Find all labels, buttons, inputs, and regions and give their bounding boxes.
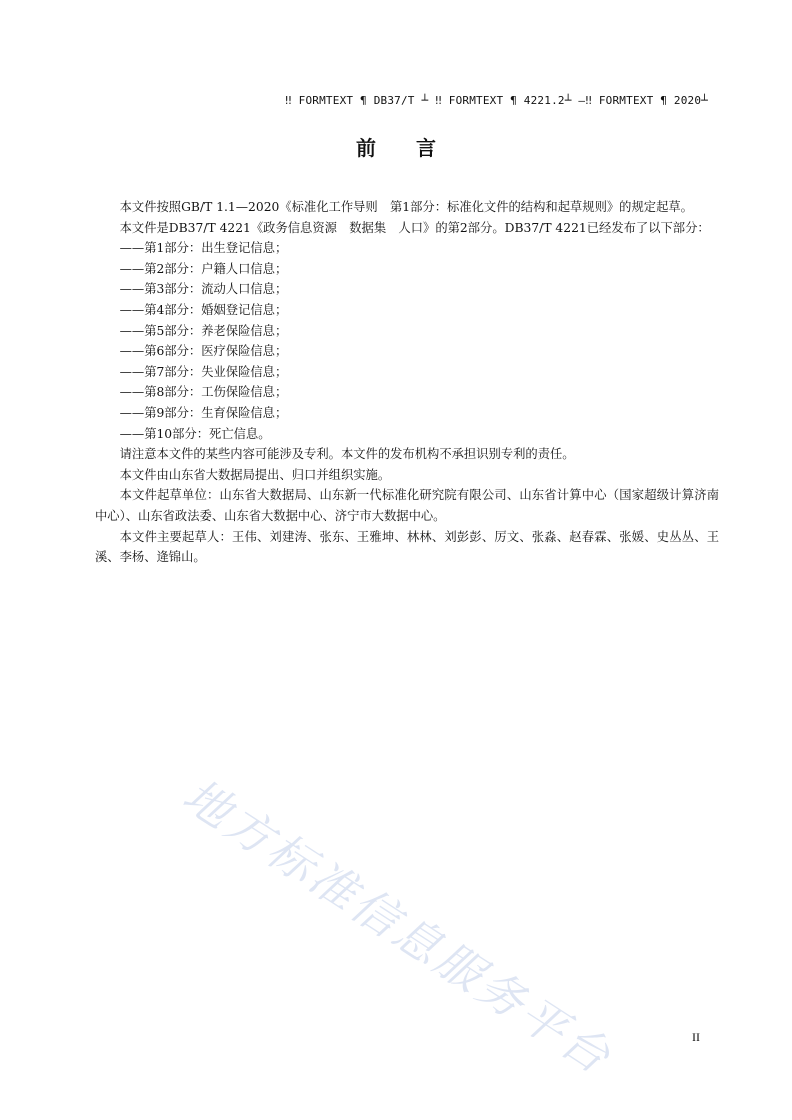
- paragraph-drafters: 本文件主要起草人：王伟、刘建涛、张东、王雅坤、林林、刘彭彭、厉文、张淼、赵春霖、张媛、史丛丛、王溪、李杨、逄锦山。: [95, 529, 719, 565]
- header-document-code: ‼ FORMTEXT ¶ DB37/T ┴ ‼ FORMTEXT ¶ 4221.2┴ —‼ FORMTEXT ¶ 2020┴: [285, 94, 708, 107]
- list-item: ——第1部分：出生登记信息；: [119, 241, 288, 256]
- list-item: ——第9部分：生育保险信息；: [119, 405, 288, 420]
- paragraph-drafting-units: 本文件起草单位：山东省大数据局、山东新一代标准化研究院有限公司、山东省计算中心（国家超级计算济南中心）、山东省政法委、山东省大数据中心、济宁市大数据中心。: [95, 488, 719, 523]
- list-item: ——第6部分：医疗保险信息；: [119, 344, 288, 359]
- list-item: ——第5部分：养老保险信息；: [119, 323, 288, 338]
- watermark: 地方标准信息服务平台: [173, 767, 623, 1086]
- page-number: II: [692, 1030, 700, 1044]
- paragraph-drafting-rules: 本文件按照GB/T 1.1—2020《标准化工作导则 第1部分：标准化文件的结构和起草规则》的规定起草。: [119, 200, 693, 214]
- list-item: ——第10部分：死亡信息。: [119, 426, 271, 441]
- list-item: ——第7部分：失业保险信息；: [119, 364, 288, 379]
- body-text: [95, 197, 719, 568]
- paragraph-patent-notice: 请注意本文件的某些内容可能涉及专利。本文件的发布机构不承担识别专利的责任。: [119, 447, 575, 462]
- list-item: ——第8部分：工伤保险信息；: [119, 385, 288, 400]
- paragraph-parts-intro: 本文件是DB37/T 4221《政务信息资源 数据集 人口》的第2部分。DB37/T 4221已经发布了以下部分：: [119, 220, 710, 235]
- parts-list: [95, 238, 719, 444]
- list-item: ——第2部分：户籍人口信息；: [119, 261, 288, 276]
- list-item: ——第4部分：婚姻登记信息；: [119, 302, 288, 317]
- list-item: ——第3部分：流动人口信息；: [119, 282, 288, 297]
- paragraph-proposer: 本文件由山东省大数据局提出、归口并组织实施。: [119, 467, 391, 482]
- page-title: 前 言: [356, 136, 436, 160]
